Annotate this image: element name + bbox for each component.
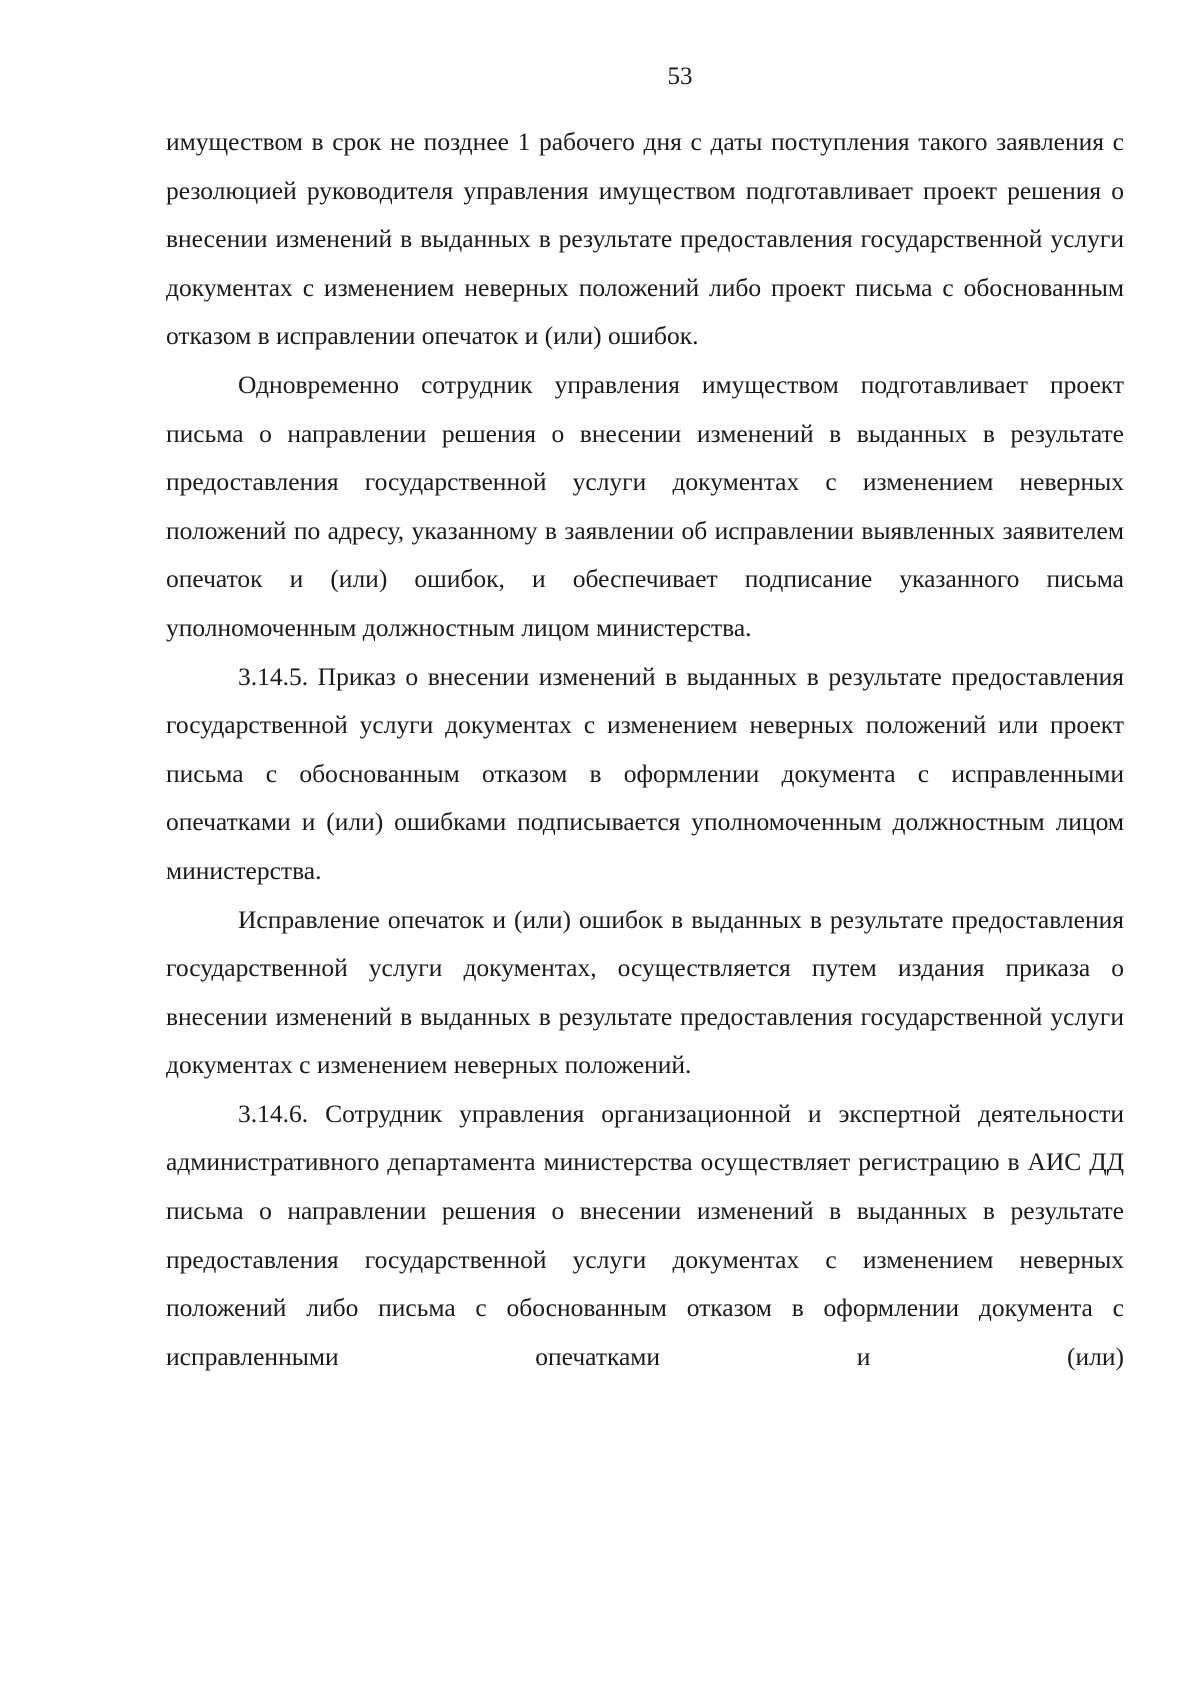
paragraph-3-14-6: 3.14.6. Сотрудник управления организационной и экспертной деятельности административного департамента министерства осуществляет регистрацию в АИС ДД письма о направлении решения о внесении изменений в выданных в результате предоставления государственной услуги документах с изменением неверных положений либо письма с обоснованным отказом в оформлении документа с исправленными опечатками и (или) bbox=[166, 1098, 1124, 1371]
paragraph-simultaneous-letter: Одновременно сотрудник управления имуществом подготавливает проект письма о направлении решения о внесении изменений в выданных в результате предоставления государственной услуги документах с изменением неверных положений по адресу, указанному в заявлении об исправлении выявленных заявителем опечаток и (или) ошибок, и обеспечивает подписание указанного письма уполномоченным должностным лицом министерства. bbox=[166, 369, 1124, 642]
paragraph-continuation: имуществом в срок не позднее 1 рабочего дня с даты поступления такого заявления с резолюцией руководителя управления имуществом подготавливает проект решения о внесении изменений в выданных в результате предоставления государственной услуги документах с изменением неверных положений либо проект письма с обоснованным отказом в исправлении опечаток и (или) ошибок. bbox=[166, 127, 1124, 351]
page-number: 53 bbox=[667, 63, 693, 90]
paragraph-correction-order: Исправление опечаток и (или) ошибок в выданных в результате предоставления государственной услуги документах, осуществляется путем издания приказа о внесении изменений в выданных в результате предоставления государственной услуги документах с изменением неверных положений. bbox=[166, 904, 1124, 1080]
paragraph-3-14-5: 3.14.5. Приказ о внесении изменений в выданных в результате предоставления государственной услуги документах с изменением неверных положений или проект письма с обоснованным отказом в оформлении документа с исправленными опечатками и (или) ошибками подписывается уполномоченным должностным лицом министерства. bbox=[166, 661, 1124, 885]
document-body bbox=[166, 118, 1124, 1381]
